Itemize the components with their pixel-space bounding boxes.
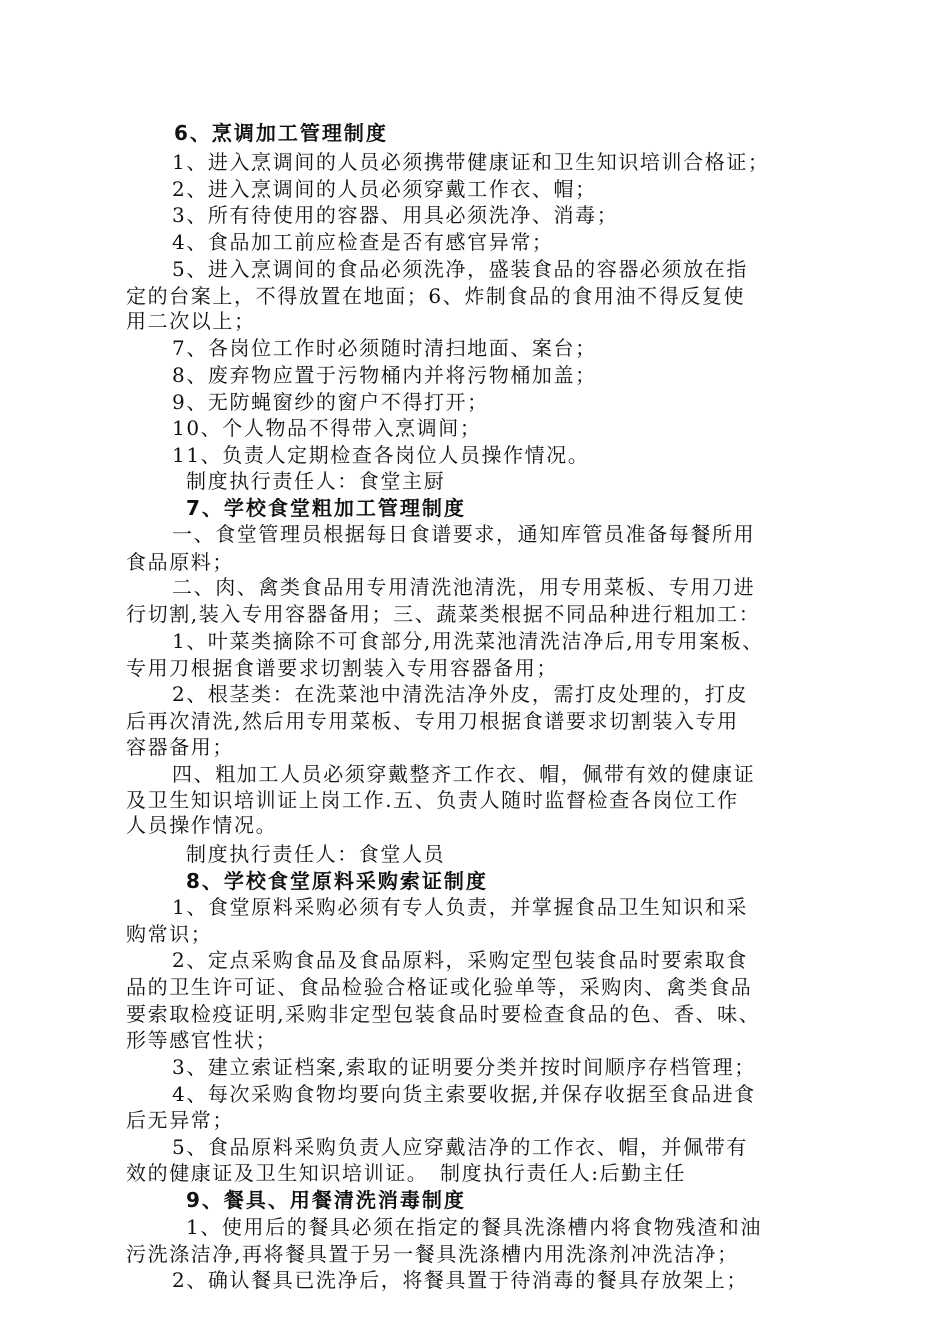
section-heading: 7、学校食堂粗加工管理制度: [186, 496, 466, 520]
text-line: 11、负责人定期检查各岗位人员操作情况。: [172, 443, 590, 467]
text-line: 二、肉、禽类食品用专用清洗池清洗，用专用菜板、专用刀进: [172, 575, 756, 599]
text-line: 形等感官性状；: [126, 1028, 278, 1052]
text-line: 专用刀根据食谱要求切割装入专用容器备用；: [126, 656, 558, 680]
text-line: 一、食堂管理员根据每日食谱要求，通知库管员准备每餐所用: [172, 522, 756, 546]
text-line: 人员操作情况。: [126, 813, 278, 837]
text-line: 1、进入烹调间的人员必须携带健康证和卫生知识培训合格证；: [172, 150, 770, 174]
text-line: 5、进入烹调间的食品必须洗净，盛装食品的容器必须放在指: [172, 257, 748, 281]
text-line: 后无异常；: [126, 1108, 234, 1132]
text-line: 2、定点采购食品及食品原料，采购定型包装食品时要索取食: [172, 948, 748, 972]
text-line: 及卫生知识培训证上岗工作.五、负责人随时监督检查各岗位工作: [126, 788, 739, 812]
text-line: 2、确认餐具已洗净后，将餐具置于待消毒的餐具存放架上；: [172, 1268, 748, 1292]
text-line: 1、叶菜类摘除不可食部分,用洗菜池清洗洁净后,用专用案板、: [172, 629, 764, 653]
text-line: 3、所有待使用的容器、用具必须洗净、消毒；: [172, 203, 619, 227]
text-line: 四、粗加工人员必须穿戴整齐工作衣、帽，佩带有效的健康证: [172, 762, 756, 786]
text-line: 用二次以上；: [126, 309, 256, 333]
text-line: 食品原料；: [126, 550, 234, 574]
text-line: 1、食堂原料采购必须有专人负责，并掌握食品卫生知识和采: [172, 895, 748, 919]
section-heading: 8、学校食堂原料采购索证制度: [186, 869, 488, 893]
text-line: 7、各岗位工作时必须随时清扫地面、案台；: [172, 336, 597, 360]
responsible-person-line: 制度执行责任人：食堂主厨: [186, 469, 446, 493]
text-line: 4、每次采购食物均要向货主索要收据,并保存收据至食品进食: [172, 1082, 756, 1106]
section-heading: 6、烹调加工管理制度: [174, 121, 388, 145]
text-line: 9、无防蝇窗纱的窗户不得打开；: [172, 390, 489, 414]
text-line: 污洗涤洁净,再将餐具置于另一餐具洗涤槽内用洗涤剂冲洗洁净；: [126, 1242, 739, 1266]
text-line: 定的台案上，不得放置在地面；6、炸制食品的食用油不得反复使: [126, 284, 746, 308]
text-line: 8、废弃物应置于污物桶内并将污物桶加盖；: [172, 363, 597, 387]
text-line: 2、进入烹调间的人员必须穿戴工作衣、帽；: [172, 177, 597, 201]
text-line: 2、根茎类：在洗菜池中清洗洁净外皮，需打皮处理的，打皮: [172, 682, 748, 706]
text-line: 4、食品加工前应检查是否有感官异常；: [172, 230, 554, 254]
text-line: 效的健康证及卫生知识培训证。 制度执行责任人:后勤主任: [126, 1161, 686, 1185]
section-heading: 9、餐具、用餐清洗消毒制度: [186, 1188, 466, 1212]
responsible-person-line: 制度执行责任人：食堂人员: [186, 842, 446, 866]
text-line: 行切割,装入专用容器备用；三、蔬菜类根据不同品种进行粗加工：: [126, 602, 761, 626]
text-line: 购常识；: [126, 922, 213, 946]
text-line: 要索取检疫证明,采购非定型包装食品时要检查食品的色、香、味、: [126, 1002, 761, 1026]
text-line: 品的卫生许可证、食品检验合格证或化验单等，采购肉、禽类食品: [126, 975, 753, 999]
text-line: 1、使用后的餐具必须在指定的餐具洗涤槽内将食物残渣和油: [186, 1215, 762, 1239]
text-line: 后再次清洗,然后用专用菜板、专用刀根据食谱要求切割装入专用: [126, 709, 739, 733]
text-line: 10、个人物品不得带入烹调间；: [172, 416, 482, 440]
text-line: 容器备用；: [126, 735, 234, 759]
text-line: 5、食品原料采购负责人应穿戴洁净的工作衣、帽，并佩带有: [172, 1135, 748, 1159]
text-line: 3、建立索证档案,索取的证明要分类并按时间顺序存档管理；: [172, 1055, 756, 1079]
